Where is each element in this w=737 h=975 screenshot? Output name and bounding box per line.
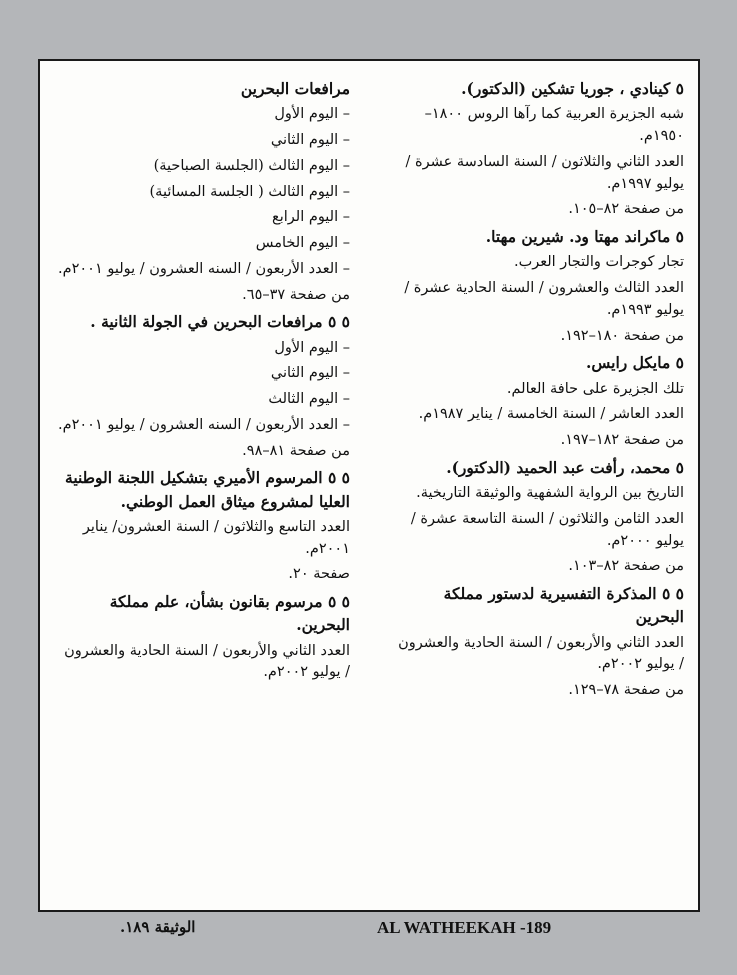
entry-line: من صفحة ٣٧–٦٥. xyxy=(242,286,350,303)
entry-line: تجار كوجرات والتجار العرب. xyxy=(514,254,684,271)
right-column xyxy=(392,77,684,706)
entry-line: العدد الثالث والعشرون / السنة الحادية عشرة / يوليو ١٩٩٣م. xyxy=(404,280,684,318)
entry-line: العدد التاسع والثلاثون / السنة العشرون/ يناير ٢٠٠١م. xyxy=(82,518,350,557)
entry-line: شبه الجزيرة العربية كما رآها الروس ١٨٠٠–١٩٥٠م. xyxy=(424,106,684,144)
entry-line: صفحة ٢٠. xyxy=(288,566,350,583)
entry-line: من صفحة ٨١–٩٨. xyxy=(242,442,350,459)
entry-line: العدد الثاني والثلاثون / السنة السادسة عشرة / يوليو ١٩٩٧م. xyxy=(405,153,684,192)
list-item: – العدد الأربعون / السنه العشرون / يوليو ٢٠٠١م. xyxy=(58,416,350,433)
entry-line: العدد الثاني والأربعون / السنة الحادية والعشرون / يوليو ٢٠٠٢م. xyxy=(398,634,684,673)
entry-line: من صفحة ١٨٢–١٩٧. xyxy=(560,432,684,448)
left-column xyxy=(58,77,350,688)
entry-line: التاريخ بين الرواية الشفهية والوثيقة التاريخية. xyxy=(416,485,684,501)
entry-line: العدد الثاني والأربعون / السنة الحادية والعشرون / يوليو ٢٠٠٢م. xyxy=(64,642,350,681)
list-item: – اليوم الثالث ( الجلسة المسائية) xyxy=(149,183,350,200)
entry-title: ٥ ٥ مرسوم بقانون بشأن، علم مملكة البحرين. xyxy=(109,592,350,635)
entry-line: من صفحة ١٨٠–١٩٢. xyxy=(560,327,684,344)
page-frame xyxy=(38,59,700,912)
list-item: – اليوم الأول xyxy=(274,339,350,356)
entry-title: ٥ ٥ مرافعات البحرين في الجولة الثانية . xyxy=(90,312,350,332)
list-item: – اليوم الثاني xyxy=(270,132,350,148)
list-item: – اليوم الأول xyxy=(274,106,350,123)
entry-title: ٥ مايكل رايس. xyxy=(585,353,684,373)
list-item: – اليوم الخامس xyxy=(255,235,350,251)
list-item: – اليوم الثاني xyxy=(270,365,350,382)
footer-arabic-page: الوثيقة ١٨٩. xyxy=(120,918,196,936)
page-footer xyxy=(0,916,737,940)
footer-latin-title: AL WATHEEKAH -189 xyxy=(377,918,552,937)
entry-title: ٥ كينادي ، جوريا تشكين (الدكتور). xyxy=(461,79,684,98)
entry-line: من صفحة ٨٢–١٠٣. xyxy=(568,558,684,575)
entry-line: العدد الثامن والثلاثون / السنة التاسعة عشرة / يوليو ٢٠٠٠م. xyxy=(410,510,684,549)
entry-title: ٥ ٥ المرسوم الأميري بتشكيل اللجنة الوطنية العليا لمشروع ميثاق العمل الوطني. xyxy=(65,468,350,511)
list-item: – اليوم الثالث xyxy=(268,391,350,407)
entry-line: من صفحة ٧٨–١٢٩. xyxy=(568,682,684,698)
entry-title: ٥ ماكراند مهتا ود. شيرين مهتا. xyxy=(485,227,684,246)
list-item: – اليوم الثالث (الجلسة الصباحية) xyxy=(153,157,350,174)
entry-line: العدد العاشر / السنة الخامسة / يناير ١٩٨٧م. xyxy=(418,406,684,423)
entry-line: من صفحة ٨٢–١٠٥. xyxy=(568,201,684,218)
entry-line: تلك الجزيرة على حافة العالم. xyxy=(506,380,684,397)
entry-title: مرافعات البحرين xyxy=(240,79,350,98)
entry-title: ٥ محمد، رأفت عبد الحميد (الدكتور). xyxy=(446,457,684,477)
list-item: – العدد الأربعون / السنه العشرون / يوليو ٢٠٠١م. xyxy=(58,260,350,277)
list-item: – اليوم الرابع xyxy=(272,209,350,226)
entry-title: ٥ ٥ المذكرة التفسيرية لدستور مملكة البحرين xyxy=(443,584,684,627)
